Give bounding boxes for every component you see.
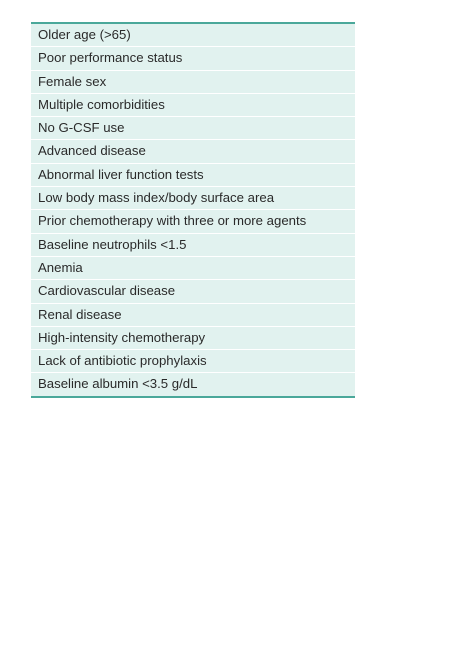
table-row: Baseline neutrophils <1.5: [31, 234, 355, 257]
table-row: Anemia: [31, 257, 355, 280]
table-row: High-intensity chemotherapy: [31, 327, 355, 350]
table-row: Lack of antibiotic prophylaxis: [31, 350, 355, 373]
table-row: Older age (>65): [31, 24, 355, 47]
table-row: Cardiovascular disease: [31, 280, 355, 303]
table-row: No G-CSF use: [31, 117, 355, 140]
risk-factor-table: [31, 22, 355, 398]
table-row: Poor performance status: [31, 47, 355, 70]
table-row: Baseline albumin <3.5 g/dL: [38, 376, 198, 392]
table-row: Female sex: [31, 71, 355, 94]
table-row: Low body mass index/body surface area: [31, 187, 355, 210]
table-row: Abnormal liver function tests: [31, 164, 355, 187]
table-row: Multiple comorbidities: [31, 94, 355, 117]
table-row: Advanced disease: [31, 140, 355, 163]
table-row: Prior chemotherapy with three or more agents: [31, 210, 355, 233]
table-row: Renal disease: [31, 304, 355, 327]
